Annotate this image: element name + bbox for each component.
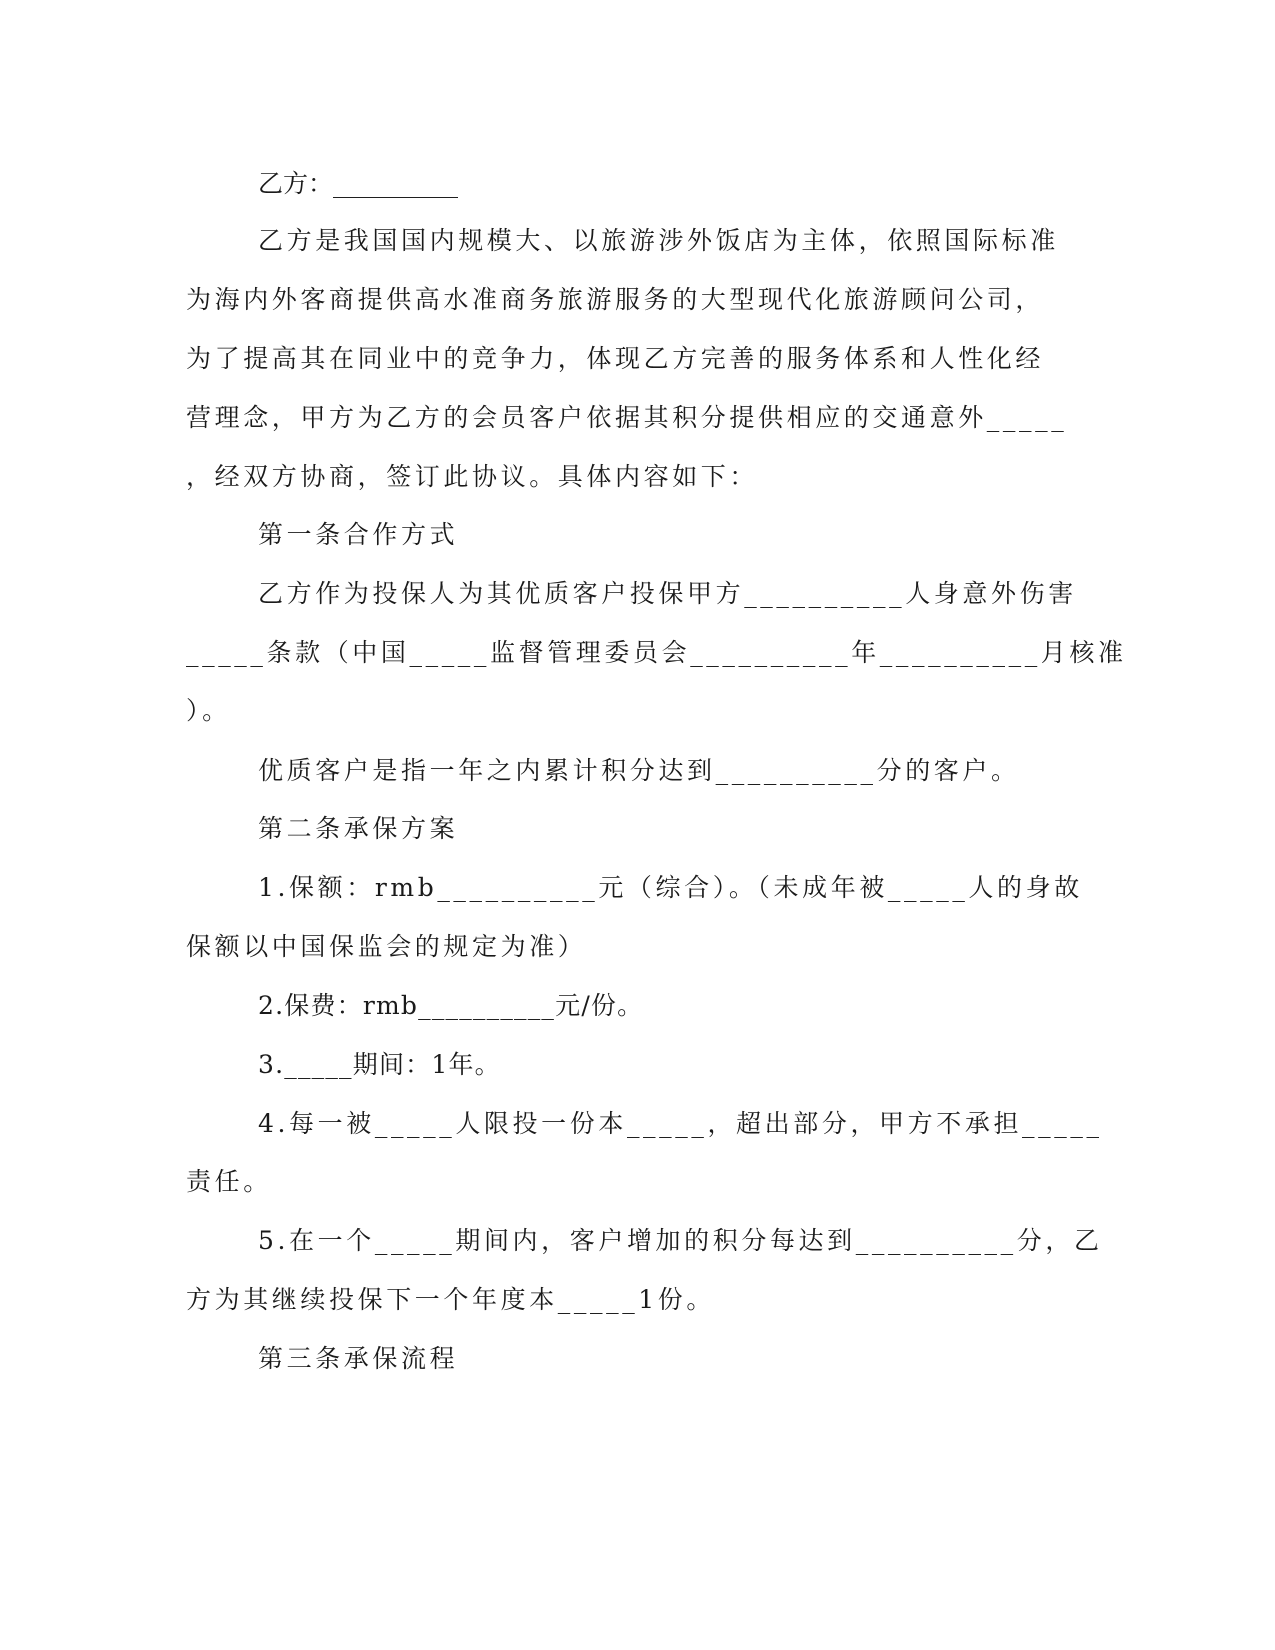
section-heading: 第一条合作方式 bbox=[258, 520, 459, 549]
paragraph-line: 责任。 bbox=[186, 1167, 272, 1196]
paragraph-line: ）。 bbox=[186, 696, 231, 725]
paragraph-line: _____条款（中国_____监督管理委员会__________年__________月核准 bbox=[186, 638, 1127, 667]
paragraph-line: 保额以中国保监会的规定为准） bbox=[186, 932, 587, 961]
clause-item: 5.在一个_____期间内，客户增加的积分每达到__________分，乙 bbox=[258, 1226, 1103, 1255]
clause-item: 2.保费：rmb__________元/份。 bbox=[258, 991, 644, 1020]
clause-item: 3._____期间：1年。 bbox=[258, 1050, 501, 1079]
paragraph-line: 乙方是我国国内规模大、以旅游涉外饭店为主体，依照国际标准 bbox=[258, 226, 1059, 255]
party-b-line: 乙方：__________ bbox=[258, 169, 459, 198]
section-heading: 第二条承保方案 bbox=[258, 814, 459, 843]
paragraph-line: ，经双方协商，签订此协议。具体内容如下： bbox=[186, 462, 759, 491]
section-heading: 第三条承保流程 bbox=[258, 1344, 459, 1373]
paragraph-line: 营理念，甲方为乙方的会员客户依据其积分提供相应的交通意外_____ bbox=[186, 403, 1068, 432]
paragraph-line: 为海内外客商提供高水准商务旅游服务的大型现代化旅游顾问公司， bbox=[186, 285, 1045, 314]
clause-item: 1.保额：rmb__________元（综合）。（未成年被_____人的身故 bbox=[258, 873, 1083, 902]
paragraph-line: 方为其继续投保下一个年度本_____1份。 bbox=[186, 1285, 716, 1314]
paragraph-line: 优质客户是指一年之内累计积分达到__________分的客户。 bbox=[258, 756, 1020, 785]
clause-item: 4.每一被_____人限投一份本_____，超出部分，甲方不承担_____ bbox=[258, 1109, 1103, 1138]
paragraph-line: 乙方作为投保人为其优质客户投保甲方__________人身意外伤害 bbox=[258, 579, 1077, 608]
paragraph-line: 为了提高其在同业中的竞争力，体现乙方完善的服务体系和人性化经 bbox=[186, 344, 1045, 373]
